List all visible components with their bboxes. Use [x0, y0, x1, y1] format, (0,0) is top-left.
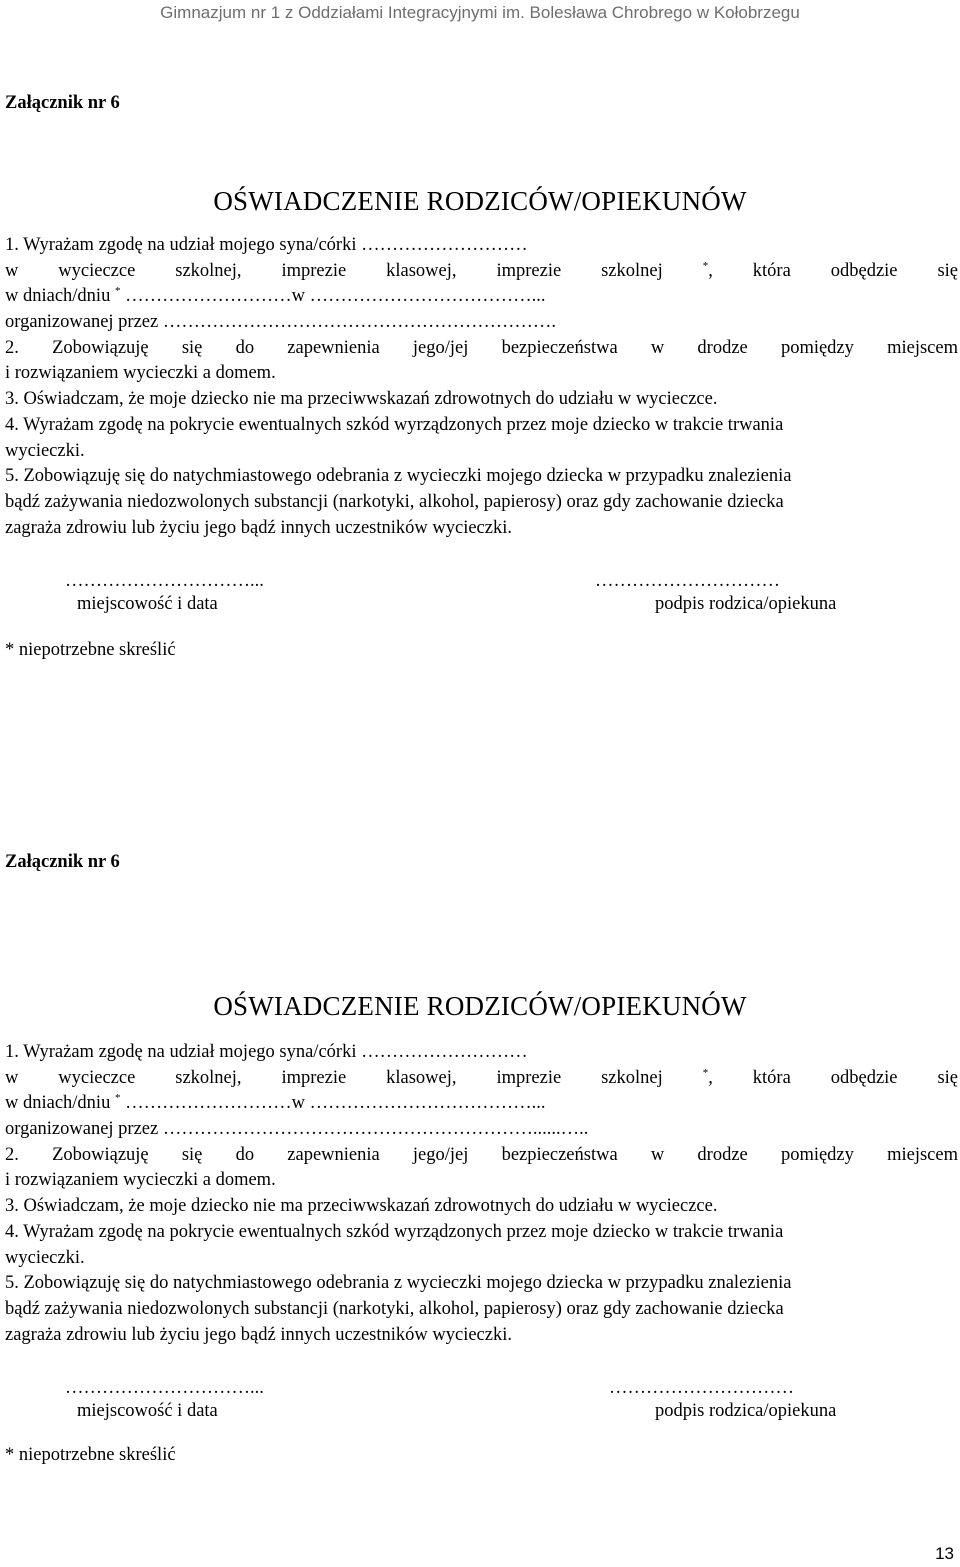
place-date-label: miejscowość i data: [77, 1401, 218, 1421]
form-title: OŚWIADCZENIE RODZICÓW/OPIEKUNÓW: [213, 991, 747, 1021]
consent-line: 1. Wyrażam zgodę na udział mojego syna/córki ………………………: [5, 235, 528, 255]
pickup-line: 5. Zobowiązuję się do natychmiastowego odebrania z wycieczki mojego dziecka w przypadku znalezienia: [5, 1273, 792, 1294]
health-line: 3. Oświadczam, że moje dziecko nie ma przeciwwskazań zdrowotnych do udziału w wycieczce.: [5, 389, 718, 410]
consent-line: 1. Wyrażam zgodę na udział mojego syna/córki ………………………: [5, 1042, 528, 1062]
signature-dots: …………………………: [595, 571, 780, 591]
damages-line-cont: wycieczki.: [5, 1247, 85, 1268]
footnote: * niepotrzebne skreślić: [5, 640, 176, 660]
safety-line-cont: i rozwiązaniem wycieczki a domem.: [5, 363, 276, 384]
form-title: OŚWIADCZENIE RODZICÓW/OPIEKUNÓW: [213, 186, 747, 216]
signature-label: podpis rodzica/opiekuna: [655, 594, 837, 614]
damages-line: 4. Wyrażam zgodę na pokrycie ewentualnych szkód wyrządzonych przez moje dziecko w trakcie trwania: [5, 414, 784, 435]
dates-line: w dniach/dniu * ………………………w ………………………………...: [5, 1092, 546, 1114]
place-date-dots: …………………………...: [65, 571, 264, 591]
trip-type-line: w wycieczce szkolnej, imprezie klasowej, imprezie szkolnej *, która odbędzie się: [5, 1066, 959, 1088]
footnote-marker: *: [702, 1066, 709, 1079]
form-body: [5, 1040, 958, 1348]
signature-label: podpis rodzica/opiekuna: [655, 1401, 837, 1421]
safety-line: 2. Zobowiązuję się do zapewnienia jego/jej bezpieczeństwa w drodze pomiędzy miejscem: [5, 1144, 958, 1165]
pickup-line-3: zagraża zdrowiu lub życiu jego bądź innych uczestników wycieczki.: [5, 517, 512, 538]
place-date-dots: …………………………...: [65, 1378, 264, 1398]
footnote-marker: *: [702, 259, 709, 272]
organizer-line: organizowanej przez ……………………………………………………….: [5, 312, 556, 333]
health-line: 3. Oświadczam, że moje dziecko nie ma przeciwwskazań zdrowotnych do udziału w wycieczce.: [5, 1196, 718, 1217]
form-body: [5, 233, 958, 541]
safety-line: 2. Zobowiązuję się do zapewnienia jego/jej bezpieczeństwa w drodze pomiędzy miejscem: [5, 337, 958, 358]
damages-line-cont: wycieczki.: [5, 440, 85, 461]
pickup-line: 5. Zobowiązuję się do natychmiastowego odebrania z wycieczki mojego dziecka w przypadku znalezienia: [5, 466, 792, 487]
pickup-line-3: zagraża zdrowiu lub życiu jego bądź innych uczestników wycieczki.: [5, 1324, 512, 1345]
damages-line: 4. Wyrażam zgodę na pokrycie ewentualnych szkód wyrządzonych przez moje dziecko w trakcie trwania: [5, 1221, 784, 1242]
footnote-marker: *: [114, 285, 121, 298]
footnote: * niepotrzebne skreślić: [5, 1445, 176, 1465]
place-date-label: miejscowość i data: [77, 594, 218, 614]
annex-label: Załącznik nr 6: [5, 93, 120, 113]
safety-line-cont: i rozwiązaniem wycieczki a domem.: [5, 1170, 276, 1191]
trip-type-line: w wycieczce szkolnej, imprezie klasowej, imprezie szkolnej *, która odbędzie się: [5, 259, 959, 281]
page-header: Gimnazjum nr 1 z Oddziałami Integracyjnymi im. Bolesława Chrobrego w Kołobrzegu: [160, 3, 800, 22]
pickup-line-2: bądź zażywania niedozwolonych substancji (narkotyki, alkohol, papierosy) oraz gdy zachowanie dziecka: [5, 1298, 784, 1319]
annex-label: Załącznik nr 6: [5, 852, 120, 872]
dates-line: w dniach/dniu * ………………………w ………………………………...: [5, 285, 546, 307]
signature-dots: …………………………: [609, 1378, 794, 1398]
pickup-line-2: bądź zażywania niedozwolonych substancji (narkotyki, alkohol, papierosy) oraz gdy zachowanie dziecka: [5, 491, 784, 512]
page-number: 13: [935, 1544, 954, 1563]
footnote-marker: *: [114, 1092, 121, 1105]
organizer-line: organizowanej przez ……………………………………………………......…..: [5, 1119, 589, 1140]
